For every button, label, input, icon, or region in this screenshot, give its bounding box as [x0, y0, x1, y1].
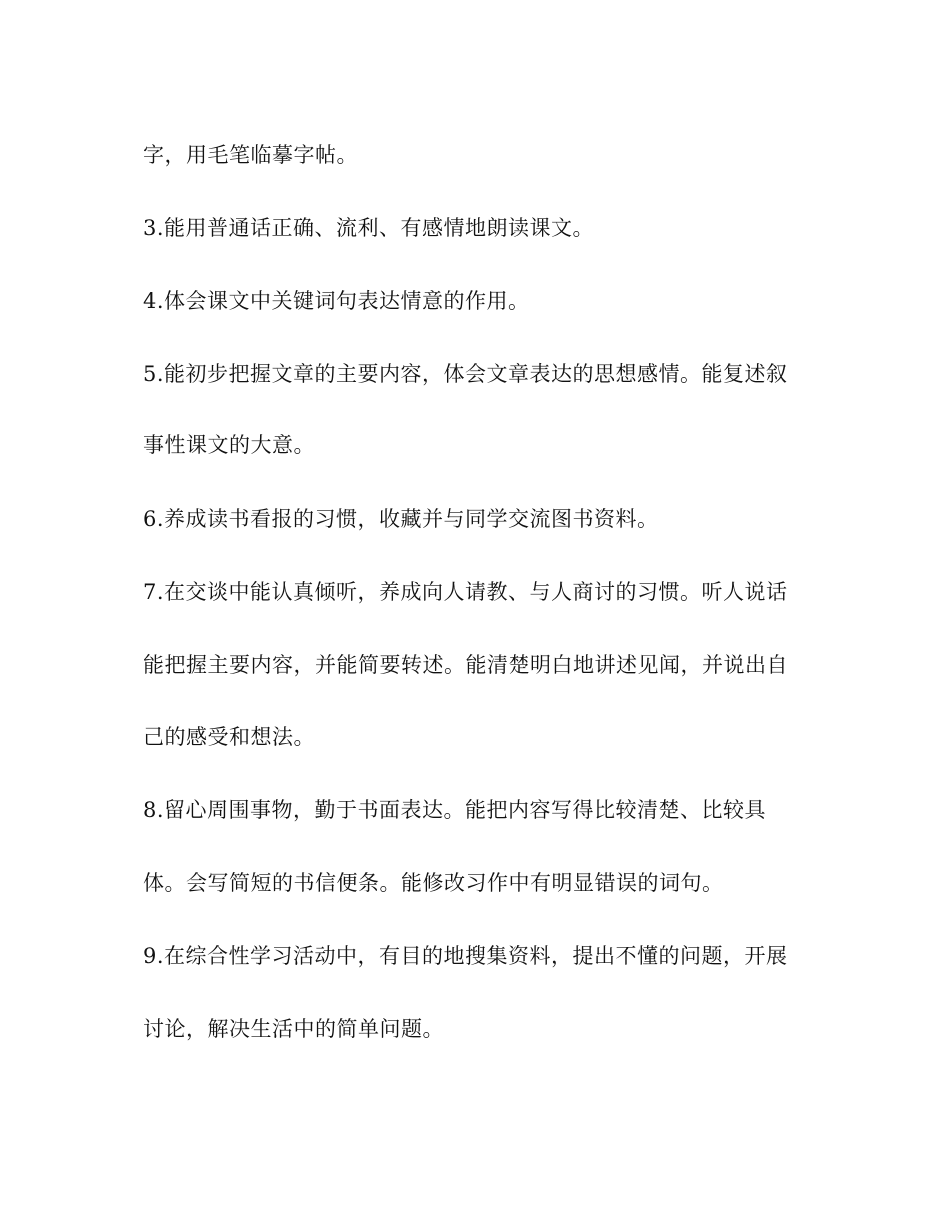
text-line: 讨论，解决生活中的简单问题。: [143, 1017, 444, 1041]
text-line: 己的感受和想法。: [143, 725, 315, 749]
text-line: 5.能初步把握文章的主要内容，体会文章表达的思想感情。能复述叙: [143, 362, 788, 386]
text-line: 9.在综合性学习活动中，有目的地搜集资料，提出不懂的问题，开展: [143, 944, 788, 968]
text-line: 4.体会课文中关键词句表达情意的作用。: [143, 289, 530, 313]
text-line: 8.留心周围事物，勤于书面表达。能把内容写得比较清楚、比较具: [143, 798, 767, 822]
text-line: 6.养成读书看报的习惯，收藏并与同学交流图书资料。: [143, 507, 659, 531]
text-line: 7.在交谈中能认真倾听，养成向人请教、与人商讨的习惯。听人说话: [143, 580, 788, 604]
text-line: 事性课文的大意。: [143, 433, 315, 457]
text-line: 体。会写简短的书信便条。能修改习作中有明显错误的词句。: [143, 871, 724, 895]
text-line: 字，用毛笔临摹字帖。: [143, 143, 358, 167]
text-line: 3.能用普通话正确、流利、有感情地朗读课文。: [143, 216, 595, 240]
text-line: 能把握主要内容，并能简要转述。能清楚明白地讲述见闻，并说出自: [143, 653, 788, 677]
